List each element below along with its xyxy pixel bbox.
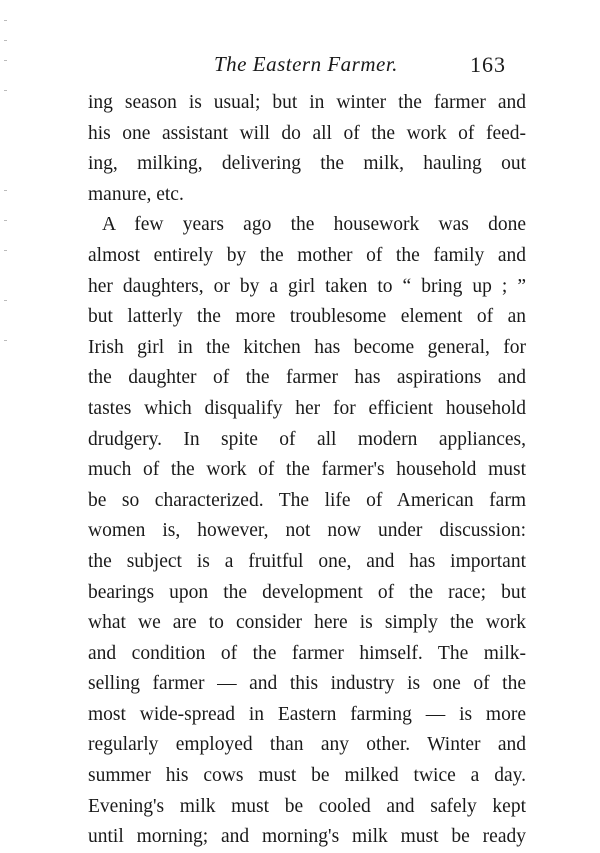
text-line: ing, milking, delivering the milk, hauling out	[88, 153, 526, 175]
text-line: regularly employed than any other. Winter and	[88, 734, 526, 756]
text-line: be so characterized. The life of American farm	[88, 489, 526, 511]
text-line: bearings upon the development of the race; but	[88, 581, 526, 603]
text-line: Evening's milk must be cooled and safely kept	[88, 795, 526, 817]
text-line: ing season is usual; but in winter the farmer and	[88, 92, 526, 113]
running-title: The Eastern Farmer.	[214, 52, 398, 76]
text-line: but latterly the more troublesome element of an	[88, 306, 526, 328]
text-line: the daughter of the farmer has aspirations and	[88, 367, 526, 389]
text-line: selling farmer — and this industry is one of the	[88, 673, 526, 695]
body-text	[88, 88, 526, 853]
text-line: A few years ago the housework was done	[102, 214, 526, 236]
page-number: 163	[470, 52, 506, 77]
text-line: Irish girl in the kitchen has become general, for	[88, 336, 526, 358]
page-header	[0, 52, 600, 82]
text-line: women is, however, not now under discussion:	[88, 520, 526, 542]
text-line: drudgery. In spite of all modern appliances,	[88, 428, 526, 450]
text-line: summer his cows must be milked twice a day.	[88, 765, 526, 787]
text-line: what we are to consider here is simply the work	[88, 612, 526, 634]
text-line: tastes which disqualify her for efficient household	[88, 397, 526, 419]
text-line: most wide-spread in Eastern farming — is more	[88, 703, 526, 725]
text-line: and condition of the farmer himself. The milk-	[88, 642, 526, 664]
text-line: much of the work of the farmer's household must	[88, 459, 526, 481]
text-line: manure, etc.	[88, 183, 184, 205]
text-line: the subject is a fruitful one, and has important	[88, 550, 526, 572]
text-line: until morning; and morning's milk must be ready	[88, 826, 526, 848]
text-line: almost entirely by the mother of the family and	[88, 244, 526, 266]
text-line: his one assistant will do all of the work of feed-	[88, 122, 526, 144]
text-line: her daughters, or by a girl taken to “ bring up ; ”	[88, 275, 526, 297]
